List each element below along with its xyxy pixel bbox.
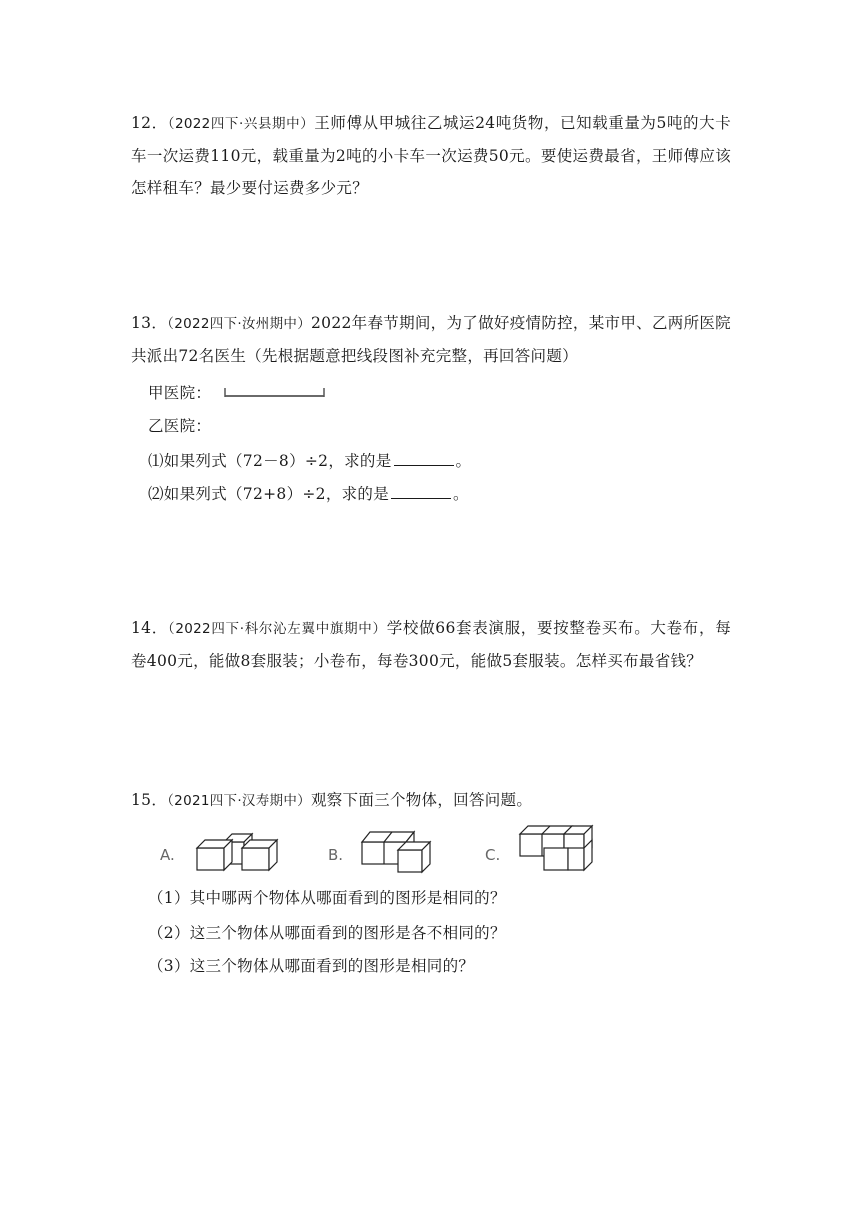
hospital-a-segment <box>222 386 330 400</box>
sub-question-1: ⑴如果列式（72－8）÷2，求的是 。 <box>148 449 471 473</box>
question-number: 14． <box>131 619 168 637</box>
figure-label-a: A. <box>160 846 175 864</box>
sub-question-2: ⑵如果列式（72+8）÷2，求的是 。 <box>148 482 469 506</box>
object-a <box>197 834 277 870</box>
question-text: 观察下面三个物体，回答问题。 <box>310 791 533 809</box>
q15-sub-question-3: （3）这三个物体从哪面看到的图形是相同的？ <box>148 957 475 975</box>
question-12 <box>131 107 731 204</box>
question-number: 13． <box>131 314 168 332</box>
object-c <box>520 826 592 870</box>
question-13 <box>131 307 731 372</box>
hospital-b-row <box>148 414 211 438</box>
question-number: 12． <box>131 114 168 132</box>
answer-blank[interactable] <box>391 482 451 499</box>
cube-figures <box>150 820 610 880</box>
answer-blank[interactable] <box>394 449 454 466</box>
figure-label-b: B. <box>328 846 344 864</box>
question-text: 2022年春节期间，为了做好疫情防控，某市甲、乙两所医院共派出72名医生（先根据题意把线段图补充完整，再回答问题） <box>131 314 731 365</box>
q15-sub-question-2: （2）这三个物体从哪面看到的图形是各不相同的？ <box>148 924 506 942</box>
question-15 <box>131 784 731 817</box>
hospital-a-row <box>148 381 211 405</box>
object-b <box>362 832 430 872</box>
question-source: （2022四下·汝州期中） <box>167 316 311 332</box>
question-number: 15． <box>131 791 168 809</box>
hospital-b-label: 乙医院： <box>148 417 212 435</box>
figure-label-c: C. <box>485 846 501 864</box>
hospital-a-label: 甲医院： <box>148 384 212 402</box>
question-source: （2021四下·汉寿期中） <box>167 793 311 809</box>
question-source: （2022四下·科尔沁左翼中旗期中） <box>167 621 387 637</box>
q15-sub-question-1: （1）其中哪两个物体从哪面看到的图形是相同的？ <box>148 889 506 907</box>
question-text: 王师傅从甲城往乙城运24吨货物，已知载重量为5吨的大卡车一次运费110元，载重量为2吨的小卡车一次运费50元。要使运费最省，王师傅应该怎样租车？最少要付运费多少元？ <box>131 114 731 197</box>
question-source: （2022四下·兴县期中） <box>167 116 315 132</box>
question-14 <box>131 612 731 677</box>
question-text: 学校做66套表演服，要按整卷买布。大卷布，每卷400元，能做8套服装；小卷布，每卷300元，能做5套服装。怎样买布最省钱？ <box>131 619 731 670</box>
